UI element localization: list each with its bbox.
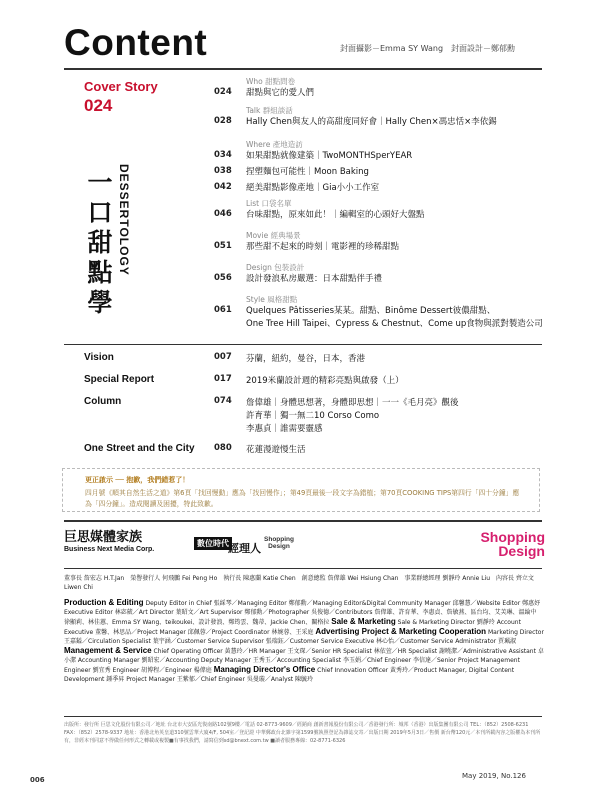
section-row[interactable]	[84, 443, 544, 457]
staff-management-text: Chief Operating Officer 黃慧玲／HR Manager 王文琛／Senior HR Specialist 林依萱／HR Specialist 謝曉潔／Administrative Assistant 卓小潔 Accounting Manager 劉昭宏／Accounting Deputy Manager 王秀玉／Accounting Specialist 李玉娟／Chief Engineer 李信達／Senior Project Management Engineer 劉宜秀 Engineer 胡博程／Engineer 楊偉庭	[64, 648, 544, 674]
cover-story-vertical-title-en: DESSERTOLOGY	[117, 164, 131, 276]
fineprint-divider	[64, 716, 542, 717]
section-title: 2019米蘭設計週的精彩亮點與啟發（上）	[246, 376, 404, 386]
digital-times-logo: 數位時代	[194, 537, 232, 550]
toc-page: 034	[214, 150, 232, 160]
staff-production	[64, 598, 544, 684]
toc-page: 061	[214, 305, 232, 315]
toc-page: 042	[214, 182, 232, 192]
section-row[interactable]	[84, 352, 544, 366]
staff-md-office-label: Managing Director's Office	[213, 665, 316, 674]
toc-title-continued: One Tree Hill Taipei、Cypress & Chestnut、Come up食物與派對製造公司	[246, 319, 543, 329]
staff-advertising-label: Advertising Project & Marketing Cooperation	[315, 627, 487, 636]
toc-title: Quelques Pâtisseries某某。甜點、Binôme Dessert彼儂甜點、	[246, 306, 496, 316]
staff-credits	[64, 574, 544, 684]
staff-md-office-text: Chief Innovation Officer 黃秀玲／Product Manager, Digital Content Development 鍾季昇 Project Manager 王紫郁／Chief Engineer 吳曼璇／Analyst 陳毓玲	[64, 667, 515, 683]
section-title: 詹偉雄｜身體思想著，身體即思想｜一一《毛月亮》觀後	[246, 398, 459, 408]
section-title: 花蓮漫遊慢生活	[246, 445, 306, 455]
section-page: 017	[214, 374, 232, 384]
publication-fineprint: 出版所：發行所 巨思文化股份有限公司／地址 台北市大安區光復南路102號9樓／電話 02-8773-9609／經銷商 創新書報股份有限公司／香港發行所：城邦（香港）出版集團有限公司 TEL：（852）2508-6231 FAX：（852）2578-9337 地址：香港北角英皇道310號雲華大廈4/F, 504室／登記證 中華郵政台北雜字第1599號執照登記為雜誌交寄／出版日期 2019年5月3日／售價 新台幣120元／本刊所載內容之版權為本刊所有，非經本刊同意不得做任何形式之轉載或複製■有事找我們，請寫信到sd@bnext.com.tw ■讀者服務專線：02-8771-6326	[64, 722, 541, 744]
toc-page: 028	[214, 116, 232, 126]
toc-title: 台味甜點，原來如此！｜編輯室的心頭好大盤點	[246, 210, 425, 220]
page-number: 006	[30, 776, 45, 784]
toc-category: Style 風格甜點	[246, 295, 298, 304]
shopping-design-small-logo: Shopping Design	[264, 536, 294, 550]
shopping-design-logo: Shopping Design	[480, 529, 545, 559]
toc-title: 那些甜不起來的時刻｜電影裡的珍稀甜點	[246, 242, 400, 252]
section-title: 許育華｜獨一無二10 Corso Como	[246, 411, 380, 421]
section-row[interactable]	[84, 396, 544, 434]
toc-title: 絕美甜點影像產地｜Gia小小工作室	[246, 183, 380, 193]
toc-category: Where 產地造訪	[246, 140, 303, 149]
staff-sales-label: Sale & Marketing	[331, 617, 396, 626]
publisher-name-en: Business Next Media Corp.	[64, 546, 155, 553]
header-divider	[64, 68, 542, 70]
section-page: 074	[214, 396, 232, 406]
publisher-block	[64, 526, 154, 553]
cover-story-label: Cover Story	[84, 79, 158, 94]
section-name: Special Report	[84, 374, 155, 385]
toc-category: Who 甜點問卷	[246, 77, 296, 86]
section-title: 芬蘭，紐約，曼谷，日本，香港	[246, 354, 366, 364]
section-row[interactable]	[84, 374, 544, 388]
toc-title: 捏塑麵包可能性｜Moon Baking	[246, 167, 369, 177]
section-title: 李惠貞｜誰需要靈感	[246, 424, 323, 434]
publisher-divider	[64, 520, 542, 522]
section-page: 007	[214, 352, 232, 362]
staff-advertising-text: Marketing Director 王嘉鎰／Circulation Specialist 葉宇涵／Customer Service Supervisor 張瑞鈺／Customer Service Executive 林心怡／Customer Service Administrator 賈珮淑	[64, 629, 544, 645]
correction-notice	[62, 468, 540, 512]
staff-leadership: 董事長 詹宏志 H.T.Jan 榮譽發行人 何飛鵬 Fei Peng Ho 執行長 陳惠蘭 Katie Chen 創意總監 詹偉雄 Wei Hsiung Chan 事業群總經理 劉靜玲 Annie Liu 內容長 齊立文 Liwen Chi	[64, 575, 534, 591]
toc-page: 051	[214, 241, 232, 251]
staff-production-label: Production & Editing	[64, 598, 144, 607]
section-name: Column	[84, 396, 122, 407]
staff-sales-text: Sale & Marketing Director 劉靜玲 Account Executive 董馨、林思品／Project Manager 邱佩蓉／Project Coordinator 林婉蓉、王采庭	[64, 619, 521, 636]
staff-management-label: Management & Service	[64, 646, 152, 655]
toc-category: Movie 經典場景	[246, 231, 301, 240]
section-divider	[64, 344, 542, 345]
toc-title: Hally Chen與友人的高甜度同好會｜Hally Chen×馮忠恬×李依錫	[246, 117, 497, 127]
toc-title: 設計發浪私房嚴選：日本甜點伴手禮	[246, 274, 383, 284]
toc-page: 024	[214, 87, 232, 97]
toc-page: 056	[214, 273, 232, 283]
section-page: 080	[214, 443, 232, 453]
toc-category: Design 包裝設計	[246, 263, 305, 272]
section-name: One Street and the City	[84, 443, 195, 454]
toc-page: 038	[214, 166, 232, 176]
issue-label: May 2019, No.126	[462, 772, 526, 780]
correction-heading: 更正啟示 ── 抱歉，我們錯惹了！	[85, 476, 190, 484]
toc-title: 如果甜點就像建築｜TwoMONTHSperYEAR	[246, 151, 413, 161]
toc-page: 046	[214, 209, 232, 219]
cover-story-vertical-title: 一口甜點學	[87, 168, 113, 317]
toc-category: Talk 群組談話	[246, 106, 293, 115]
cover-credits: 封面攝影－Emma SY Wang 封面設計－鄭郁勳	[340, 44, 516, 53]
publisher-name: 巨思媒體家族	[64, 530, 143, 545]
manager-today-logo: 經理人	[228, 543, 261, 555]
toc-category: List 口袋名單	[246, 199, 292, 208]
section-name: Vision	[84, 352, 114, 363]
staff-production-text: Deputy Editor in Chief 張綵琴／Managing Editor 鄭郁勳／Managing Editor&Digital Community Manager 邱馨慧／Website Editor 鄭惠妤 Executive Editor 林宓葳／Art Director 葉昭文／Art Supervisor 鄭郁勳／Photographer 吳俊德／Contributors 詹偉雄、許育華、李惠貞、詹敏燕、區台均、艾芙琳、溫綸中 徐顯莉、林佳蕙、Emma SY Wang、teikoukei、設計發浪、鄭筠雲、魏蒂、Jackie Chen、關格拉	[64, 600, 541, 626]
toc-title: 甜點與它的愛人們	[246, 88, 315, 98]
correction-body: 四月號《順其自然生活之道》第6頁「找回慢動」應為「找回慢作」；第49頁最後一段文字為錯植；第70頁COOKING TIPS第四行「四十分鐘」應為「四分鐘」。造成閱讀及困擾，特此致歉。	[85, 489, 520, 508]
cover-story-page: 024	[84, 96, 113, 115]
page-title: Content	[64, 22, 208, 63]
staff-divider	[64, 568, 542, 569]
